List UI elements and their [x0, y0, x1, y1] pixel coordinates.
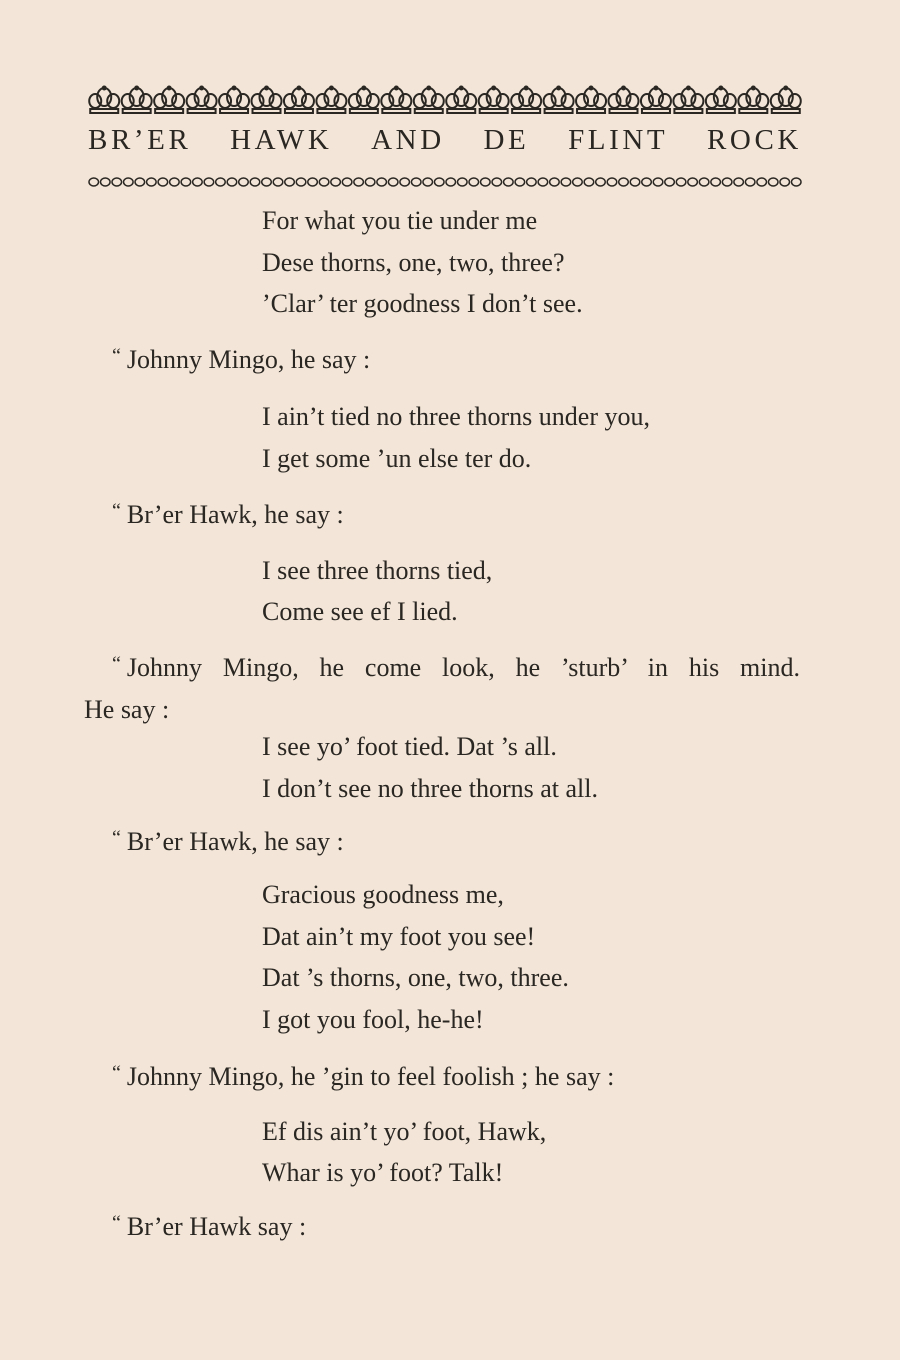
chain-link [688, 178, 698, 186]
chain-link [642, 178, 652, 186]
speaker-line [112, 1062, 614, 1094]
chain-link [550, 178, 560, 186]
chain-link [342, 178, 352, 186]
chain-link [699, 178, 709, 186]
speaker-text: Johnny Mingo, he say : [126, 345, 371, 374]
verse-line: ’Clar’ ter goodness I don’t see. [262, 289, 583, 318]
chain-link [722, 178, 732, 186]
chain-link [239, 178, 249, 186]
chain-link [630, 178, 640, 186]
chain-link [561, 178, 571, 186]
verse-line: I ain’t tied no three thorns under you, [262, 402, 650, 431]
speaker-line [112, 345, 370, 377]
open-quote: “ [112, 653, 121, 675]
verse-line: Ef dis ain’t yo’ foot, Hawk, [262, 1117, 547, 1146]
floral-motif [544, 86, 574, 114]
chain-link [458, 178, 468, 186]
floral-ornament-band [88, 82, 802, 116]
chain-link [527, 178, 537, 186]
chain-link [135, 178, 145, 186]
chain-link [780, 178, 790, 186]
chain-link [434, 178, 444, 186]
open-quote: “ [112, 1062, 121, 1084]
chain-link [573, 178, 583, 186]
verse-line: Gracious goodness me, [262, 880, 504, 909]
speaker-text: Br’er Hawk, he say : [126, 827, 344, 856]
verse-line: For what you tie under me [262, 206, 538, 235]
speaker-line [112, 1212, 306, 1244]
floral-motif [252, 86, 282, 114]
chain-link [124, 178, 134, 186]
chain-link [158, 178, 168, 186]
verse-line: I get some ’un else ter do. [262, 444, 532, 473]
floral-motif [414, 86, 444, 114]
chain-link [388, 178, 398, 186]
chain-link [619, 178, 629, 186]
chain-link [112, 178, 122, 186]
chain-link [331, 178, 341, 186]
floral-motif [706, 86, 736, 114]
floral-motif [122, 86, 152, 114]
chain-link [147, 178, 157, 186]
chain-link [481, 178, 491, 186]
chain-link [354, 178, 364, 186]
floral-motif [609, 86, 639, 114]
title-word: ROCK [706, 124, 802, 156]
verse-line: I don’t see no three thorns at all. [262, 774, 598, 803]
chain-link [400, 178, 410, 186]
floral-motif [771, 86, 801, 114]
chain-link [596, 178, 606, 186]
floral-motif [479, 86, 509, 114]
verse-line: Dat ain’t my foot you see! [262, 922, 536, 951]
verse-line: I see three thorns tied, [262, 556, 493, 585]
chain-link [296, 178, 306, 186]
chain-link [504, 178, 514, 186]
floral-motif [89, 86, 119, 114]
floral-motif [641, 86, 671, 114]
verse-line: Come see ef I lied. [262, 597, 458, 626]
open-quote: “ [112, 827, 121, 849]
open-quote: “ [112, 345, 121, 367]
floral-motif [284, 86, 314, 114]
floral-motif [381, 86, 411, 114]
speaker-text: Br’er Hawk say : [126, 1212, 307, 1241]
chain-link [665, 178, 675, 186]
chain-link [411, 178, 421, 186]
open-quote: “ [112, 1212, 121, 1234]
chain-link [227, 178, 237, 186]
chain-link [204, 178, 214, 186]
floral-motif [673, 86, 703, 114]
chain-link [584, 178, 594, 186]
chain-link [262, 178, 272, 186]
open-quote: “ [112, 500, 121, 522]
chain-link [745, 178, 755, 186]
verse-line: I see yo’ foot tied. Dat ’s all. [262, 732, 557, 761]
chain-link [446, 178, 456, 186]
verse-line: Whar is yo’ foot? Talk! [262, 1158, 504, 1187]
title-word: DE [483, 124, 530, 156]
chain-link [469, 178, 479, 186]
floral-motif [738, 86, 768, 114]
chain-link [89, 178, 99, 186]
title-word: FLINT [568, 124, 669, 156]
chain-link [273, 178, 283, 186]
title-word: BR’ER [88, 124, 192, 156]
chain-link [515, 178, 525, 186]
chain-link [170, 178, 180, 186]
chain-link [319, 178, 329, 186]
chain-link [250, 178, 260, 186]
chain-ornament-rule [88, 176, 802, 188]
narration-text: Johnny Mingo, he come look, he ’sturb’ in his mind. [126, 653, 800, 682]
title-word: AND [371, 124, 445, 156]
verse-line: Dese thorns, one, two, three? [262, 248, 565, 277]
floral-motif [446, 86, 476, 114]
floral-motif [349, 86, 379, 114]
chain-link [653, 178, 663, 186]
chain-link [377, 178, 387, 186]
chain-link [757, 178, 767, 186]
chain-link [181, 178, 191, 186]
chain-link [711, 178, 721, 186]
narration-line [112, 653, 800, 685]
verse-line: Dat ’s thorns, one, two, three. [262, 963, 569, 992]
chain-link [791, 178, 801, 186]
chain-link [676, 178, 686, 186]
speaker-line [112, 827, 344, 859]
chain-link [423, 178, 433, 186]
verse-line: I got you fool, he-he! [262, 1005, 484, 1034]
speaker-text: Johnny Mingo, he ’gin to feel foolish ; he say : [126, 1062, 615, 1091]
chain-link [285, 178, 295, 186]
floral-motif [316, 86, 346, 114]
speaker-line [112, 500, 344, 532]
chain-link [365, 178, 375, 186]
chain-link [492, 178, 502, 186]
floral-motif [187, 86, 217, 114]
title-word: HAWK [230, 124, 333, 156]
floral-motif [219, 86, 249, 114]
chain-link [538, 178, 548, 186]
floral-motif [576, 86, 606, 114]
chain-link [193, 178, 203, 186]
chain-link [101, 178, 111, 186]
chain-link [734, 178, 744, 186]
chain-link [308, 178, 318, 186]
chain-link [216, 178, 226, 186]
floral-motif [511, 86, 541, 114]
chain-link [607, 178, 617, 186]
chain-link [768, 178, 778, 186]
floral-motif [154, 86, 184, 114]
running-head [88, 124, 802, 157]
narration-line: He say : [84, 695, 170, 724]
speaker-text: Br’er Hawk, he say : [126, 500, 344, 529]
